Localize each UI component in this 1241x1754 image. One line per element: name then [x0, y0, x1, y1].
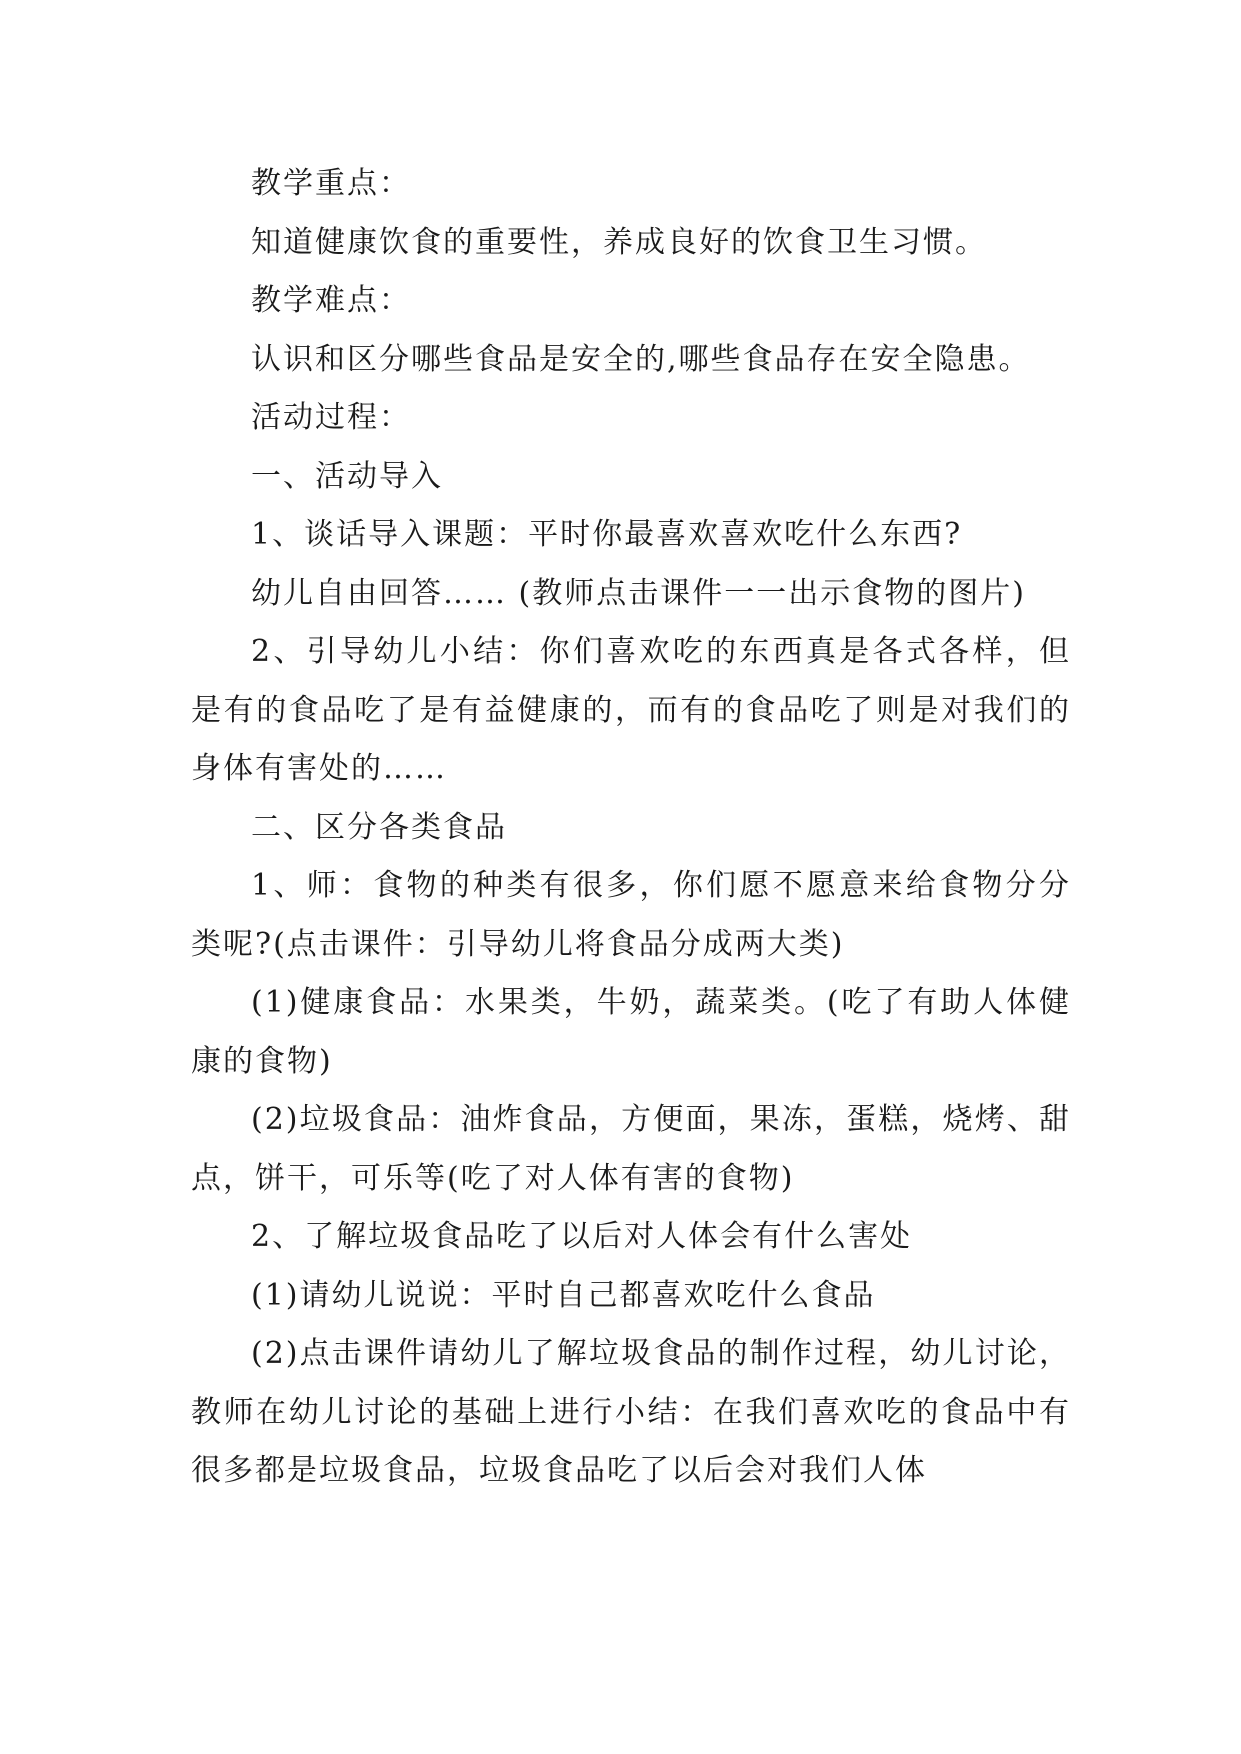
- paragraph: 2、引导幼儿小结：你们喜欢吃的东西真是各式各样，但是有的食品吃了是有益健康的，而有的食品吃了则是对我们的身体有害处的……: [191, 634, 1071, 786]
- paragraph: 1、谈话导入课题：平时你最喜欢喜欢吃什么东西?: [251, 517, 963, 552]
- heading-teaching-difficulty: 教学难点：: [251, 283, 411, 318]
- heading-teaching-focus: 教学重点：: [251, 166, 411, 201]
- paragraph: 2、了解垃圾食品吃了以后对人体会有什么害处: [251, 1219, 913, 1254]
- section-heading: 一、活动导入: [251, 458, 443, 494]
- heading-activity-process: 活动过程：: [251, 400, 411, 435]
- paragraph: 1、师：食物的种类有很多，你们愿不愿意来给食物分分类呢?(点击课件：引导幼儿将食品分成两大类): [191, 868, 1071, 962]
- paragraph: (2)点击课件请幼儿了解垃圾食品的制作过程，幼儿讨论，教师在幼儿讨论的基础上进行小结：在我们喜欢吃的食品中有很多都是垃圾食品，垃圾食品吃了以后会对我们人体: [191, 1336, 1071, 1488]
- paragraph: (1)健康食品：水果类，牛奶，蔬菜类。(吃了有助人体健康的食物): [191, 985, 1071, 1079]
- paragraph: 知道健康饮食的重要性，养成良好的饮食卫生习惯。: [251, 224, 987, 260]
- document-body: [191, 155, 1071, 1501]
- paragraph: (2)垃圾食品：油炸食品，方便面，果冻，蛋糕，烧烤、甜点，饼干，可乐等(吃了对人体有害的食物): [191, 1102, 1071, 1196]
- paragraph: 幼儿自由回答…… (教师点击课件一一出示食物的图片): [251, 575, 1026, 611]
- paragraph: 认识和区分哪些食品是安全的,哪些食品存在安全隐患。: [251, 341, 1031, 377]
- paragraph: (1)请幼儿说说：平时自己都喜欢吃什么食品: [251, 1277, 876, 1313]
- section-heading: 二、区分各类食品: [251, 809, 507, 845]
